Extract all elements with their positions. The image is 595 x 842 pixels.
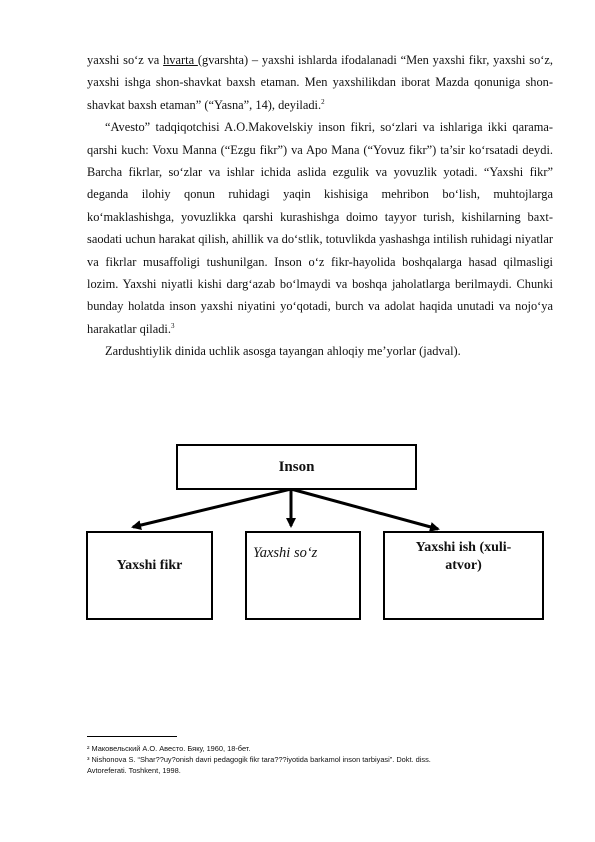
- paragraph-3: Zardushtiylik dinida uchlik asosga tayangan ahloqiy me’yorlar (jadval).: [105, 344, 461, 359]
- footnote-2: ² Маковельский А.О. Авесто. Бяку, 1960, 18-бет.: [87, 744, 251, 753]
- footnote-ref-2[interactable]: 2: [321, 97, 325, 106]
- yaxshi-soz-label: Yaxshi so‘z: [253, 545, 318, 561]
- arrow-to-right: [291, 489, 438, 529]
- arrow-to-left: [133, 489, 291, 527]
- footnote-3-line-1: ³ Nishonova S. “Shar??uy?onish davri pedagogik fikr tara???iyotida barkamol inson tarbiyasi”. Dokt. diss.: [87, 755, 431, 764]
- paragraph-2-text: “Avesto” tadqiqotchisi A.O.Makovelskiy inson fikri, so‘zlari va ishlariga ikki qarama-qarshi kuch: Voxu Manna (“Ezgu fikr”) va Apo Mana (“Yovuz fikr”) ta’sir ko‘rsatadi deydi. Barcha fikrlar, so‘zlar va ishlar ichida aslida ezgulik va yovuzlik yotadi. “Yaxshi fikr” deganda ilohiy qonun ruhidagi yaqin kishisiga mehribon bo‘lish, muhtojlarga ko‘maklashishga, yovuzlikka qarshi kurashishga doimo tayyor turish, kishilarning baxt-saodati uchun harakat qilish, ahillik va do‘stlik, totuvlikda yashashga intilish ruhidagi niyatlar va fikrlar musaffoligi tushunilgan. Inson o‘z fikr-hayolida boshqalarga hasad qilmasligi lozim. Yaxshi niyatli kishi darg‘azab bo‘lmaydi va boshqa jaholatlarga berilmaydi. Chunki bunday holatda inson yaxshi niyatini yo‘qotadi, burch va adolat haqida unutadi va nojo‘ya harakatlar qiladi.: [87, 120, 553, 336]
- yaxshi-fikr-box: [86, 531, 213, 620]
- hvarta-link[interactable]: hvarta: [163, 53, 198, 67]
- paragraph-1-text-a: yaxshi so‘z va: [87, 53, 164, 67]
- footnote-3-line-2: Avtoreferati. Toshkent, 1998.: [87, 766, 181, 775]
- yaxshi-soz-box: [245, 531, 361, 620]
- inson-box: [176, 444, 417, 490]
- yaxshi-ish-label: Yaxshi ish (xuli-atvor): [415, 540, 512, 573]
- footnote-separator: [87, 736, 177, 737]
- footnote-ref-3[interactable]: 3: [170, 321, 175, 330]
- yaxshi-fikr-label: Yaxshi fikr: [116, 558, 183, 573]
- paragraph-1-text-b: (gvarshta) – yaxshi ishlarda ifodalanadi “Men yaxshi fikr, yaxshi so‘z, yaxshi ishga shon-shavkat baxsh etaman. Men yaxshilikdan iborat Mazda qonuniga shon-shavkat baxsh etaman” (“Yasna”, 14), deyiladi.: [87, 53, 553, 112]
- yaxshi-ish-box: [383, 531, 544, 620]
- inson-label: Inson: [278, 459, 315, 475]
- footnotes: [87, 743, 553, 776]
